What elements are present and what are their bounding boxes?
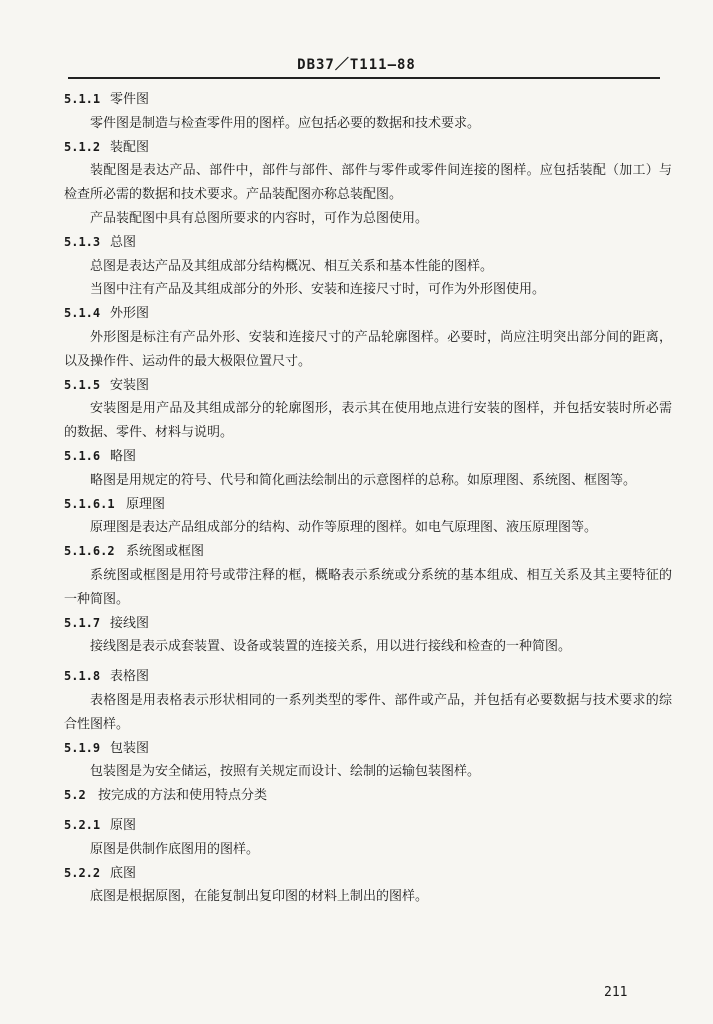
section-number: 5.1.3 bbox=[64, 234, 101, 249]
paragraph: 表格图是用表格表示形状相同的一系列类型的零件、部件或产品，并包括有必要数据与技术要求的综合性图样。 bbox=[64, 692, 672, 732]
section-title: 表格图 bbox=[110, 669, 150, 685]
section-heading-5-1-2 bbox=[64, 136, 672, 160]
section-heading-5-1-5 bbox=[64, 374, 672, 398]
section-number: 5.1.6.1 bbox=[64, 496, 115, 511]
section-heading-5-1-3 bbox=[64, 231, 672, 255]
section-heading-5-1-8 bbox=[64, 665, 672, 689]
page-number: 211 bbox=[604, 985, 628, 1000]
section-title: 外形图 bbox=[110, 306, 150, 322]
paragraph: 略图是用规定的符号、代号和简化画法绘制出的示意图样的总称。如原理图、系统图、框图等。 bbox=[90, 472, 637, 488]
section-number: 5.1.1 bbox=[64, 92, 101, 106]
paragraph: 安装图是用产品及其组成部分的轮廓图形，表示其在使用地点进行安装的图样，并包括安装时所必需的数据、零件、材料与说明。 bbox=[64, 401, 672, 441]
paragraph: 系统图或框图是用符号或带注释的框，概略表示系统或分系统的基本组成、相互关系及其主要特征的一种简图。 bbox=[64, 567, 672, 607]
section-heading-5-1-6 bbox=[64, 445, 672, 469]
section-number: 5.1.2 bbox=[64, 139, 101, 154]
section-title: 按完成的方法和使用特点分类 bbox=[98, 788, 268, 804]
section-title: 安装图 bbox=[110, 377, 150, 393]
section-title: 接线图 bbox=[110, 615, 150, 631]
section-number: 5.2 bbox=[64, 788, 86, 803]
section-heading-5-1-1 bbox=[64, 88, 672, 112]
section-title: 总图 bbox=[110, 234, 137, 250]
section-number: 5.1.6.2 bbox=[64, 544, 115, 559]
section-number: 5.1.5 bbox=[64, 377, 101, 392]
paragraph: 接线图是表示成套装置、设备或装置的连接关系，用以进行接线和检查的一种简图。 bbox=[90, 639, 572, 655]
section-title: 原理图 bbox=[126, 496, 166, 512]
section-number: 5.2.1 bbox=[64, 817, 101, 832]
section-title: 零件图 bbox=[110, 92, 150, 107]
section-title: 系统图或框图 bbox=[126, 544, 205, 560]
section-number: 5.2.2 bbox=[64, 865, 101, 880]
paragraph: 装配图是表达产品、部件中，部件与部件、部件与零件或零件间连接的图样。应包括装配（加工）与检查所必需的数据和技术要求。产品装配图亦称总装配图。 bbox=[64, 163, 672, 203]
header-rule bbox=[68, 77, 660, 79]
section-heading-5-1-4 bbox=[64, 302, 672, 326]
standard-code-header: DB37／T111—88 bbox=[297, 57, 416, 73]
section-title: 原图 bbox=[110, 817, 137, 833]
section-title: 装配图 bbox=[110, 139, 150, 155]
section-number: 5.1.4 bbox=[64, 306, 101, 321]
section-number: 5.1.6 bbox=[64, 448, 101, 463]
section-heading-5-2-2 bbox=[64, 862, 672, 886]
paragraph: 外形图是标注有产品外形、安装和连接尺寸的产品轮廓图样。必要时，尚应注明突出部分间的距离，以及操作件、运动件的最大极限位置尺寸。 bbox=[64, 329, 672, 369]
paragraph: 原理图是表达产品组成部分的结构、动作等原理的图样。如电气原理图、液压原理图等。 bbox=[90, 520, 598, 536]
section-title: 底图 bbox=[110, 865, 137, 881]
section-title: 略图 bbox=[110, 448, 137, 464]
section-number: 5.1.8 bbox=[64, 669, 101, 684]
section-heading-5-1-7 bbox=[64, 612, 672, 636]
paragraph: 包装图是为安全储运，按照有关规定而设计、绘制的运输包装图样。 bbox=[90, 764, 481, 780]
section-heading-5-2 bbox=[64, 784, 672, 808]
section-heading-5-1-9 bbox=[64, 737, 672, 761]
section-number: 5.1.7 bbox=[64, 615, 101, 630]
paragraph: 产品装配图中具有总图所要求的内容时，可作为总图使用。 bbox=[90, 210, 429, 226]
section-number: 5.1.9 bbox=[64, 740, 101, 755]
section-title: 包装图 bbox=[110, 740, 150, 756]
document-body bbox=[64, 88, 672, 909]
section-heading-5-1-6-1 bbox=[64, 493, 672, 517]
paragraph: 总图是表达产品及其组成部分结构概况、相互关系和基本性能的图样。 bbox=[90, 258, 494, 274]
section-heading-5-1-6-2 bbox=[64, 540, 672, 564]
section-heading-5-2-1 bbox=[64, 814, 672, 838]
paragraph: 零件图是制造与检查零件用的图样。应包括必要的数据和技术要求。 bbox=[90, 115, 481, 131]
paragraph: 底图是根据原图，在能复制出复印图的材料上制出的图样。 bbox=[90, 889, 429, 905]
paragraph: 原图是供制作底图用的图样。 bbox=[90, 841, 260, 857]
paragraph: 当图中注有产品及其组成部分的外形、安装和连接尺寸时，可作为外形图使用。 bbox=[90, 282, 546, 298]
